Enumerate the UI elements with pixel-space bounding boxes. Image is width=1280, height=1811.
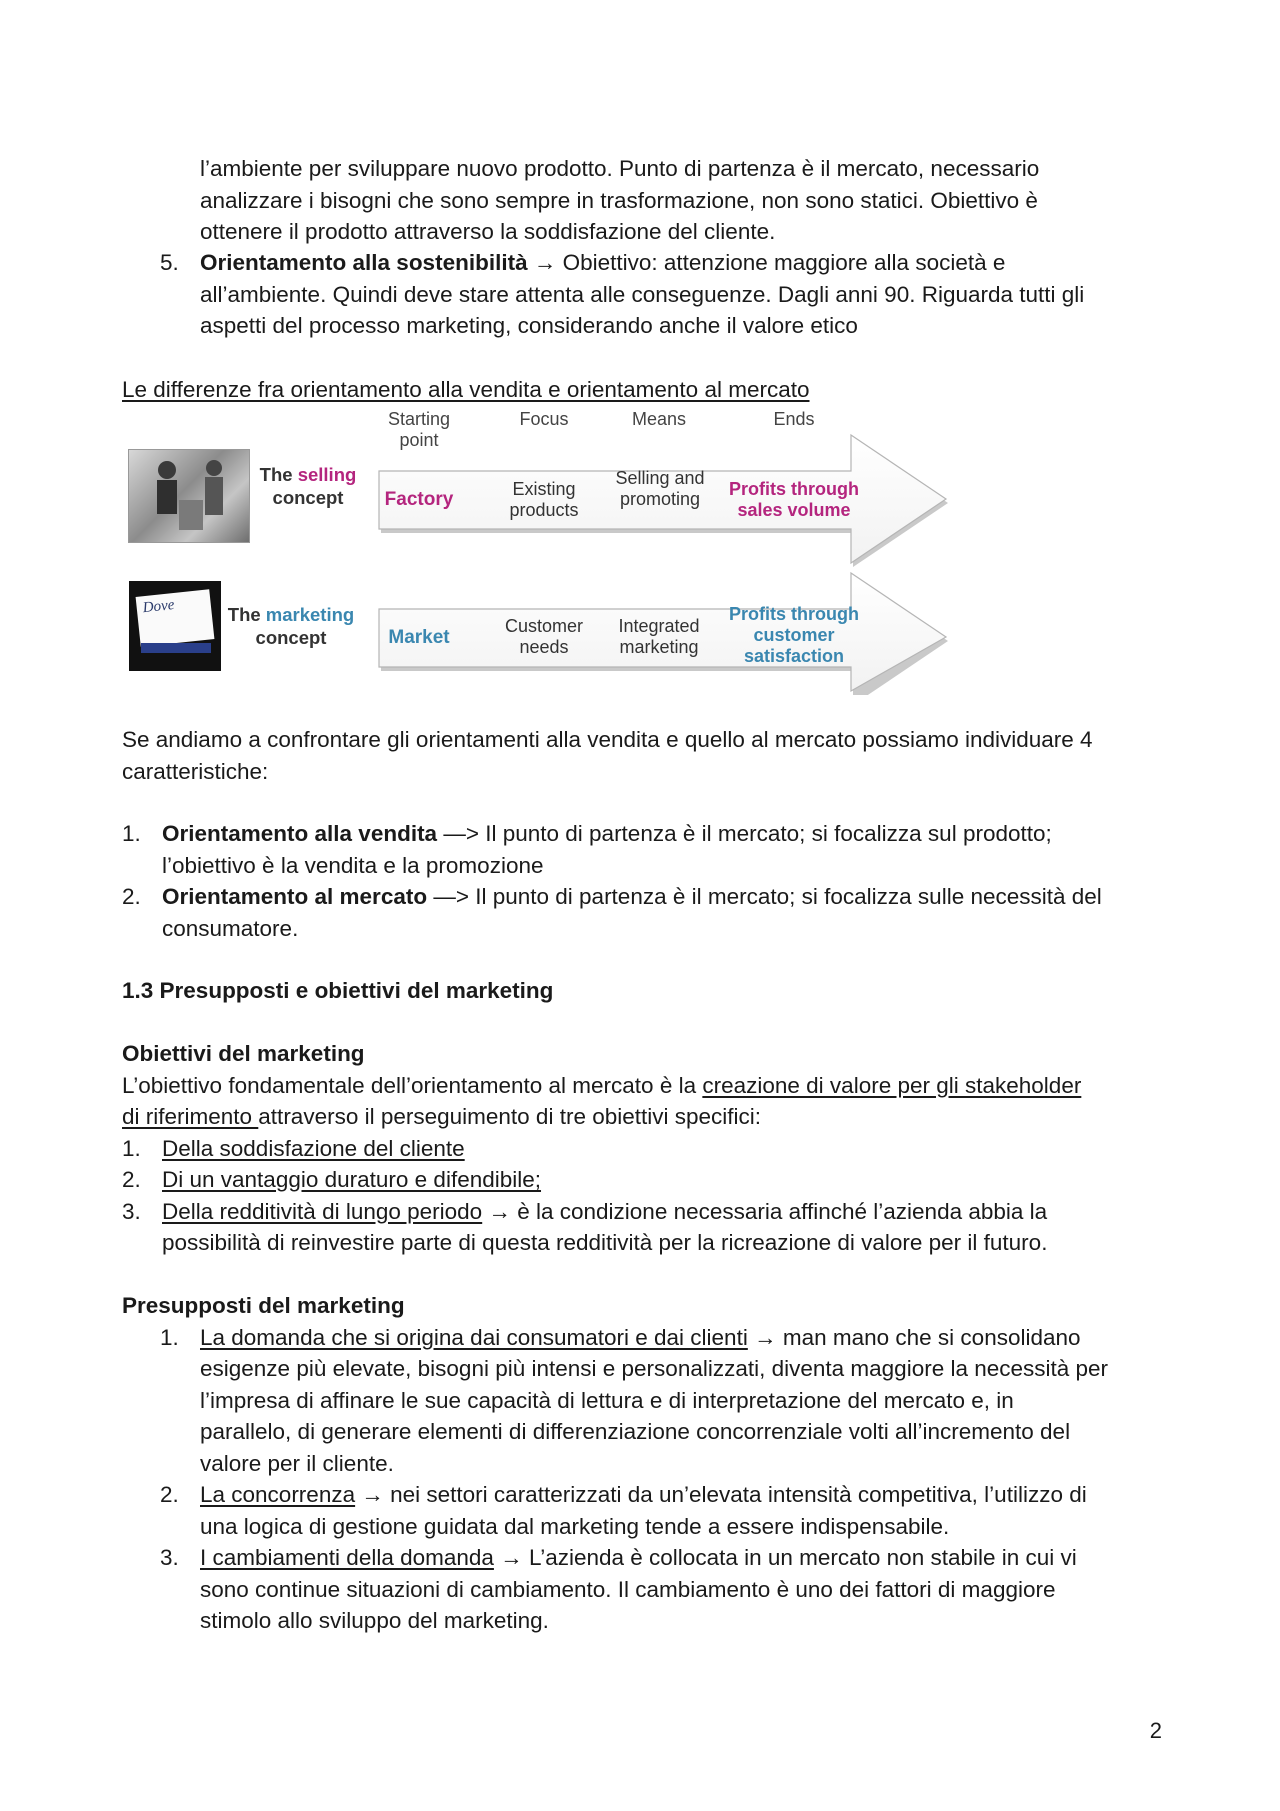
paragraph-text: attraverso il perseguimento di tre obiettivi specifici: — [258, 1104, 762, 1129]
list-number: 2. — [122, 1167, 141, 1192]
list-item-5 — [160, 247, 1160, 342]
concept-word: marketing — [265, 604, 355, 625]
arrow-icon: → — [533, 250, 557, 275]
item-text: Obiettivo: attenzione maggiore alla società e — [556, 250, 1006, 275]
list-item — [122, 1164, 1182, 1196]
arrow-icon: → — [754, 1324, 777, 1350]
list-item — [122, 881, 1162, 944]
salesman-image-icon — [129, 450, 249, 542]
list-item — [160, 1322, 1182, 1480]
arrow-icon: → — [500, 1545, 523, 1570]
concept-suffix: concept — [272, 487, 344, 508]
list-number: 3. — [160, 1545, 179, 1570]
underlined-text: La concorrenza — [200, 1482, 356, 1507]
paragraph-text: L’obiettivo fondamentale dell’orientamento al mercato è la — [122, 1072, 703, 1098]
list-number: 1. — [160, 1324, 179, 1350]
item-text: —> Il punto di partenza è il mercato; si focalizza sulle necessità del — [427, 884, 1102, 909]
intro-paragraph — [200, 153, 1160, 248]
header-focus: Focus — [519, 409, 569, 429]
dove-logo-text: Dove — [141, 597, 176, 617]
underlined-text: di riferimento — [122, 1104, 259, 1129]
marketing-means: Integrated marketing — [618, 616, 700, 657]
selling-ends: Profits through sales volume — [729, 479, 859, 520]
section-heading-text: 1.3 Presupposti e obiettivi del marketing — [122, 978, 554, 1003]
header-means: Means — [631, 409, 687, 429]
list-item — [122, 1196, 1182, 1259]
concept-suffix: concept — [255, 627, 327, 648]
item-text: possibilità di reinvestire parte di questa redditività per la ricreazione di valore per il futuro. — [162, 1230, 1048, 1255]
intro-line: l’ambiente per sviluppare nuovo prodotto. Punto di partenza è il mercato, necessario — [200, 156, 1040, 181]
item-text: sono continue situazioni di cambiamento. Il cambiamento è uno dei fattori di maggiore — [200, 1576, 1056, 1602]
list-item — [122, 1133, 1182, 1165]
concept-the: The — [259, 464, 293, 485]
list-number: 5. — [160, 250, 179, 275]
obiettivi-section — [122, 1038, 1182, 1259]
section-heading — [122, 975, 553, 1007]
list-number: 2. — [160, 1482, 179, 1507]
list-number: 1. — [122, 1135, 141, 1161]
item-bold: Orientamento al mercato — [162, 884, 428, 909]
underlined-text: Di un vantaggio duraturo e difendibile; — [162, 1167, 542, 1192]
paragraph-line: Se andiamo a confrontare gli orientamenti alla vendita e quello al mercato possiamo individuare 4 — [122, 727, 1093, 752]
item-text: una logica di gestione guidata dal marketing tende a essere indispensabile. — [200, 1513, 950, 1539]
item-text: nei settori caratterizzati da un’elevata intensità competitiva, l’utilizzo di — [383, 1482, 1087, 1507]
item-text: consumatore. — [162, 915, 299, 941]
header-ends: Ends — [773, 409, 815, 429]
item-text: valore per il cliente. — [200, 1450, 394, 1476]
selling-means: Selling and promoting — [615, 468, 705, 509]
item-bold: Orientamento alla sostenibilità — [200, 250, 528, 275]
soap-box-icon — [136, 589, 215, 646]
orientation-list — [122, 818, 1162, 944]
list-number: 2. — [122, 884, 141, 909]
list-item — [122, 818, 1162, 881]
item-text: parallelo, di generare elementi di differenziazione concorrenziale volti all’incremento del — [200, 1419, 1071, 1444]
header-starting-point: Starting point — [387, 409, 451, 450]
intro-line: analizzare i bisogni che sono sempre in trasformazione, non sono statici. Obiettivo è — [200, 187, 1038, 213]
item-text: stimolo allo sviluppo del marketing. — [200, 1608, 549, 1633]
item-bold: Orientamento alla vendita — [162, 821, 438, 846]
selling-photo — [128, 449, 250, 543]
marketing-photo — [129, 581, 221, 671]
item-text: aspetti del processo marketing, considerando anche il valore etico — [200, 313, 858, 338]
underlined-text: I cambiamenti della domanda — [200, 1545, 494, 1570]
selling-concept-label — [252, 463, 364, 509]
concept-diagram — [124, 403, 954, 695]
underlined-text: Della soddisfazione del cliente — [162, 1135, 465, 1161]
arrow-icon: → — [488, 1198, 511, 1224]
selling-starting: Factory — [384, 489, 454, 510]
underlined-text: La domanda che si origina dai consumatori e dai clienti — [200, 1324, 748, 1350]
presupposti-section — [122, 1290, 1182, 1637]
presupposti-heading: Presupposti del marketing — [122, 1293, 405, 1318]
marketing-concept-label — [216, 603, 366, 649]
intro-line: ottenere il prodotto attraverso la soddisfazione del cliente. — [200, 219, 776, 244]
box-stripe — [141, 643, 211, 653]
concept-word: selling — [297, 464, 357, 485]
concept-the: The — [227, 604, 261, 625]
list-number: 3. — [122, 1198, 141, 1224]
underlined-text: creazione di valore per gli stakeholder — [702, 1072, 1082, 1098]
diff-title: Le differenze fra orientamento alla vendita e orientamento al mercato — [122, 377, 810, 402]
list-number: 1. — [122, 821, 141, 846]
item-text: —> Il punto di partenza è il mercato; si focalizza sul prodotto; — [437, 821, 1052, 846]
item-text: l’impresa di affinare le sue capacità di lettura e di interpretazione del mercato e, in — [200, 1387, 1014, 1413]
item-text: all’ambiente. Quindi deve stare attenta alle conseguenze. Dagli anni 90. Riguarda tutti gli — [200, 281, 1085, 307]
marketing-starting: Market — [388, 627, 450, 648]
item-text: è la condizione necessaria affinché l’azienda abbia la — [510, 1198, 1048, 1224]
item-text: L’azienda è collocata in un mercato non stabile in cui vi — [522, 1545, 1077, 1570]
item-text: esigenze più elevate, bisogni più intensi e personalizzati, diventa maggiore la necessità per — [200, 1356, 1109, 1381]
selling-focus: Existing products — [509, 479, 579, 520]
marketing-focus: Customer needs — [504, 616, 584, 657]
arrow-icon: → — [361, 1482, 384, 1507]
item-text: man mano che si consolidano — [776, 1324, 1081, 1350]
paragraph-line: caratteristiche: — [122, 758, 269, 784]
obiettivi-heading: Obiettivi del marketing — [122, 1041, 365, 1066]
page-number: 2 — [1149, 1718, 1162, 1743]
list-item — [160, 1479, 1182, 1542]
list-item — [160, 1542, 1182, 1637]
compare-paragraph — [122, 724, 1162, 787]
item-text: l’obiettivo è la vendita e la promozione — [162, 852, 544, 878]
underlined-text: Della redditività di lungo periodo — [162, 1198, 483, 1224]
marketing-ends: Profits through customer satisfaction — [729, 604, 859, 666]
